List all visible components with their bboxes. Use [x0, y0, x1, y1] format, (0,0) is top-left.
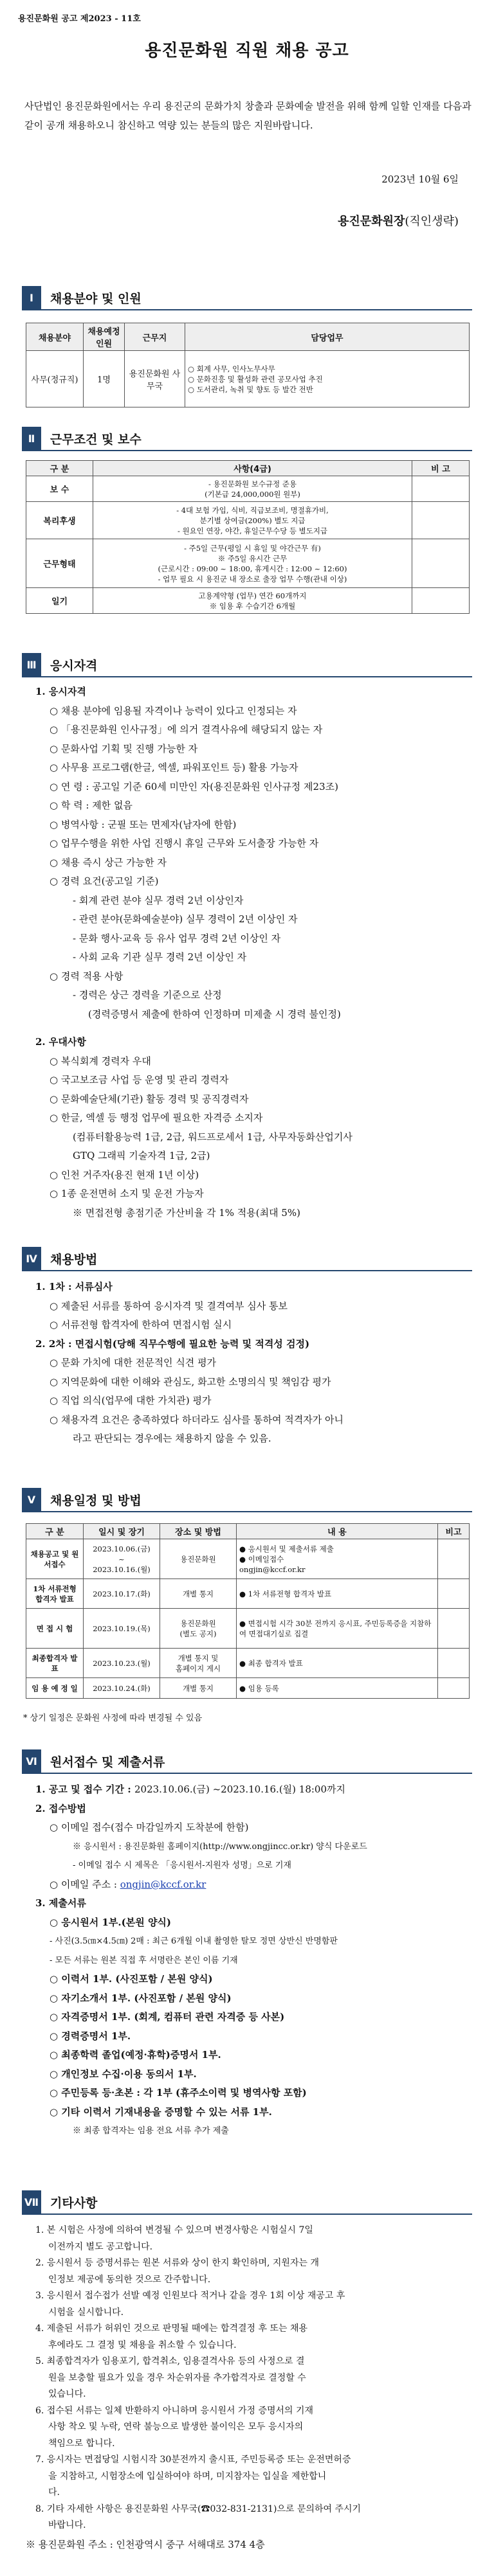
list-item: ○ 학 력 : 제한 없음 [50, 800, 133, 811]
note-line: 인정보 제공에 동의한 것으로 간주합니다. [48, 2274, 211, 2285]
schedule-label: 채용공고 및 원서접수 [26, 1539, 84, 1579]
duties-cell [185, 351, 470, 407]
section-title: 원서접수 및 제출서류 [50, 1755, 165, 1769]
field-cell: 사무(정규직) [26, 351, 84, 407]
section-title: 응시자격 [50, 658, 98, 673]
col-header: 사항(4급) [93, 461, 412, 476]
email-link[interactable]: ongjin@kccf.or.kr [120, 1878, 206, 1890]
issuer-name: 용진문화원장 [338, 215, 405, 228]
content-line: ※ 임용 후 수습기간 6개월 [209, 601, 296, 611]
list-item: ○ 사무용 프로그램(한글, 엑셀, 파워포인트 등) 활용 가능자 [50, 762, 298, 773]
col-header: 채용분야 [26, 323, 84, 351]
list-item: ※ 면접전형 총점기준 가산비율 각 1% 적용(최대 5%) [73, 1206, 301, 1219]
list-item: ○ 경력 요건(공고일 기준) [50, 875, 159, 887]
section-6-header [22, 1749, 472, 1774]
remark-cell [438, 1649, 470, 1678]
col-header: 장소 및 방법 [160, 1524, 237, 1539]
list-item: ○ 한글, 엑셀 등 행정 업무에 필요한 자격증 소지자 [50, 1112, 263, 1123]
section-title: 근무조건 및 보수 [50, 432, 142, 447]
period-value: 2023.10.06.(금) ~2023.10.16.(월) 18:00까지 [134, 1784, 345, 1795]
col-header: 담당업무 [185, 323, 470, 351]
issuer [338, 212, 459, 229]
schedule-content: ● 임용 등록 [237, 1678, 438, 1699]
list-item: ○ 경력 적용 사항 [50, 970, 124, 982]
note-line: 이전까지 별도 공고합니다. [48, 2241, 153, 2252]
list-item: 라고 판단되는 경우에는 채용하지 않을 수 있음. [73, 1433, 271, 1444]
note-line: 3. 응시원서 접수접가 선발 예정 인원보다 적거나 같을 경우 1회 이상 재공고 후 [35, 2291, 345, 2301]
remark-cell [438, 1609, 470, 1649]
application-block [35, 1780, 479, 2141]
col-header: 일시 및 장기 [84, 1524, 160, 1539]
row-label: 보 수 [26, 476, 93, 502]
notice-number: 용진문화원 공고 제2023 - 11호 [18, 14, 141, 24]
content-line: (근로시간 : 09:00 ~ 18:00, 휴게시간 : 12:00 ~ 12:60) [158, 564, 347, 573]
list-item: - 문화 행사·교육 등 유사 업무 경력 2년 이상인 자 [73, 932, 281, 944]
remark-cell [412, 476, 470, 502]
schedule-content: ● 1차 서류전형 합격자 발표 [237, 1579, 438, 1609]
list-item: ○ 직업 의식(업무에 대한 가치관) 평가 [50, 1395, 212, 1406]
list-item: ○ 채용자격 요건은 충족하였다 하더라도 심사를 통하여 적격자가 아니 [50, 1413, 343, 1426]
note-line: 시험을 실시합니다. [48, 2307, 124, 2318]
col-header: 비 고 [412, 461, 470, 476]
col-header: 구 분 [26, 461, 93, 476]
doc-item: ○ 자격증명서 1부. (회계, 컴퓨터 관련 자격증 등 사본) [50, 2011, 285, 2023]
schedule-label: 임 용 예 정 일 [26, 1678, 84, 1699]
subsection-title: 3. 제출서류 [35, 1897, 86, 1909]
subsection-title: 2. 접수방법 [35, 1802, 86, 1814]
email-label: ○ 이메일 주소 : [50, 1878, 117, 1890]
note-line: 6. 접수된 서류는 일체 반환하지 아니하며 응시원서 가정 증명서의 기재 [35, 2405, 314, 2416]
schedule-date: 2023.10.19.(목) [84, 1609, 160, 1649]
qualifications-block [35, 683, 479, 1222]
section-title: 채용방법 [50, 1252, 98, 1267]
note-line: 5. 최종합격자가 임용포기, 합격취소, 임용결격사유 등의 사정으로 결 [35, 2356, 305, 2366]
section-7-header [22, 2190, 472, 2215]
col-header: 채용예정 인원 [84, 323, 125, 351]
content-line: 분기별 상여금(200%) 별도 지급 [199, 515, 306, 525]
row-label: 복리후생 [26, 502, 93, 539]
period-line [35, 1780, 479, 1800]
schedule-table [26, 1523, 470, 1699]
content-line: ※ 주5일 유시간 근무 [217, 553, 288, 563]
section-number: Ⅴ [22, 1488, 41, 1511]
page-title: 용진문화원 직원 채용 공고 [145, 41, 349, 60]
list-item: ※ 응시원서 : 용진문화원 홈페이지(http://www.ongjincc.or.kr) 양식 다운로드 [73, 1841, 367, 1852]
list-item: ○ 국고보조금 사업 등 운영 및 관리 경력자 [50, 1074, 229, 1086]
schedule-place: 용진문화원 (별도 공지) [160, 1609, 237, 1649]
email-line [35, 1875, 479, 1895]
schedule-label: 면 접 시 험 [26, 1609, 84, 1649]
period-label: 1. 공고 및 접수 기간 : [35, 1784, 131, 1795]
list-item: - 경력은 상근 경력을 기준으로 산정 [73, 989, 222, 1001]
row-content [93, 539, 412, 588]
list-item: ○ 지역문화에 대한 이해와 관심도, 화고한 소명의식 및 책임감 평가 [50, 1375, 331, 1388]
doc-item: - 모든 서류는 원본 직접 후 서명란은 본인 이름 기재 [50, 1955, 238, 1965]
note-line: 7. 응시자는 면접당일 시험시작 30분전까지 출시표, 주민등록증 또는 운전면허증 [35, 2455, 351, 2465]
duty-line: ○ 문화진흥 및 활성화 관련 공모사업 추진 [188, 374, 323, 384]
list-item: 1. 1차 : 서류심사 [35, 1281, 113, 1292]
doc-item: ○ 이력서 1부. (사진포함 / 본원 양식) [50, 1973, 213, 1985]
doc-item: ○ 자기소개서 1부. (사진포함 / 본원 양식) [50, 1992, 232, 2004]
remark-cell [412, 539, 470, 588]
section-number: Ⅶ [22, 2190, 41, 2214]
note-line: 후에라도 그 결정 및 채용을 취소할 수 있습니다. [48, 2339, 237, 2350]
col-header: 비고 [438, 1524, 470, 1539]
col-header: 내 용 [237, 1524, 438, 1539]
intro-text: 사단법인 용진문화원에서는 우리 용진군의 문화가치 창출과 문화예술 발전을 위해 함께 일할 인재를 다음과 같이 공개 채용하오니 참신하고 역량 있는 분들의 많은 지원바랍니다. [24, 100, 471, 131]
section-number: Ⅵ [22, 1749, 41, 1773]
notes-block [35, 2223, 479, 2534]
note-line: 8. 기타 자세한 사항은 용진문화원 사무국(☎032-831-2131)으로 문의하여 주시기 [35, 2503, 361, 2514]
row-content [93, 502, 412, 539]
list-item: ○ 채용 즉시 상근 가능한 자 [50, 856, 167, 868]
remark-cell [438, 1678, 470, 1699]
note-line: 2. 응시원서 등 증명서류는 원본 서류와 상이 한지 확인하며, 지원자는 개 [35, 2258, 319, 2268]
list-item: ○ 서류전형 합격자에 한하여 면접시험 실시 [50, 1319, 232, 1330]
section-title: 채용분야 및 인원 [50, 291, 142, 306]
schedule-label: 최종합격자 발표 [26, 1649, 84, 1678]
schedule-date: 2023.10.23.(월) [84, 1649, 160, 1678]
schedule-date: 2023.10.17.(화) [84, 1579, 160, 1609]
section-title: 채용일정 및 방법 [50, 1493, 142, 1508]
list-item: ○ 제출된 서류를 통하여 응시자격 및 결격여부 심사 통보 [50, 1300, 288, 1312]
row-content [93, 476, 412, 502]
row-content [93, 588, 412, 614]
schedule-place: 개별 통지 및 홈페이지 게시 [160, 1649, 237, 1678]
list-item: GTQ 그래픽 기술자격 1급, 2급) [73, 1150, 210, 1161]
section-2-header [22, 427, 472, 451]
note-line: 사항 착오 및 누락, 연락 불능으로 발생한 불이익은 모두 응시자의 [48, 2422, 304, 2432]
section-5-header [22, 1488, 472, 1512]
list-item: - 사회 교육 기관 실무 경력 2년 이상인 자 [73, 951, 247, 963]
list-item: ○ 문화사업 기획 및 진행 가능한 자 [50, 742, 198, 755]
list-item: ○ 업무수행을 위한 사업 진행시 휴일 근무와 도서출장 가능한 자 [50, 837, 319, 849]
list-item: ○ 이메일 접수(접수 마감일까지 도착분에 한함) [50, 1821, 249, 1833]
section-number: Ⅳ [22, 1247, 41, 1270]
list-item: ○ 채용 분야에 임용될 자격이나 능력이 있다고 인정되는 자 [50, 704, 297, 717]
remark-cell [412, 502, 470, 539]
schedule-label: 1차 서류전형 합격자 발표 [26, 1579, 84, 1609]
doc-item: ○ 기타 이력서 기재내용을 증명할 수 있는 서류 1부. [50, 2106, 272, 2118]
doc-item: - 사진(3.5㎝×4.5㎝) 2매 : 최근 6개월 이내 촬영한 탈모 정면 상반신 반명함판 [50, 1936, 338, 1946]
conditions-table [26, 460, 470, 614]
section-number: Ⅲ [22, 653, 41, 676]
col-header: 근무지 [125, 323, 185, 351]
row-label: 근무형태 [26, 539, 93, 588]
content-line: (기본급 24,000,000원 원부) [205, 489, 300, 499]
note-line: 4. 제출된 서류가 허위인 것으로 판명될 때에는 합격결정 후 또는 채용 [35, 2323, 308, 2334]
list-item: ○ 병역사항 : 군필 또는 면제자(남자에 한함) [50, 818, 237, 830]
note-line: 바랍니다. [48, 2520, 86, 2530]
note-line: 원을 보충할 필요가 있을 경우 차순위자를 추가합격자로 결정할 수 [48, 2372, 306, 2383]
count-cell: 1명 [84, 351, 125, 407]
section-1-header [22, 286, 472, 310]
section-number: Ⅰ [22, 286, 41, 309]
list-item: ○ 복식회계 경력자 우대 [50, 1055, 151, 1067]
remark-cell [438, 1579, 470, 1609]
notice-date: 2023년 10월 6일 [381, 174, 459, 185]
content-line: - 용진문화원 보수규정 준용 [208, 479, 297, 488]
doc-item: ※ 최종 합격자는 임용 전요 서류 추가 제출 [73, 2126, 229, 2136]
remark-cell [412, 588, 470, 614]
list-item: ○ 「용진문화원 인사규정」에 의거 결격사유에 해당되지 않는 자 [50, 724, 323, 735]
section-title: 기타사항 [50, 2196, 98, 2210]
doc-item: ○ 경력증명서 1부. [50, 2030, 131, 2042]
schedule-place: 개별 통지 [160, 1579, 237, 1609]
doc-item: ○ 개인정보 수집·이용 동의서 1부. [50, 2068, 197, 2080]
list-item: ○ 문화예술단체(기관) 활동 경력 및 공직경력자 [50, 1093, 249, 1105]
content-line: - 주5일 근무(평일 시 휴일 및 야간근무 有) [184, 543, 321, 553]
list-item: (컴퓨터활용능력 1급, 2급, 워드프로세서 1급, 사무자동화산업기사 [73, 1131, 352, 1143]
note-line: 책임으로 합니다. [48, 2438, 115, 2449]
content-line: - 업무 필요 시 용진군 내 장소로 출장 업무 수행(관내 이상) [158, 574, 347, 584]
schedule-content: ● 면접시험 시각 30분 전까지 응시표, 주민등록증을 지참하여 면접대기실로 집결 [237, 1609, 438, 1649]
section-3-header [22, 653, 472, 677]
method-block [35, 1278, 479, 1449]
remark-cell [438, 1539, 470, 1579]
content-line: - 원요인 연장, 야간, 휴일근무수당 등 별도지급 [177, 526, 328, 535]
address-footer: ※ 용진문화원 주소 : 인천광역시 중구 서해대로 374 4층 [26, 2539, 265, 2550]
doc-item: ○ 응시원서 1부.(본원 양식) [50, 1916, 172, 1928]
content-line: - 4대 보험 가입, 식비, 직급보조비, 명절휴가비, [176, 505, 329, 515]
list-item: (경력증명서 제출에 한하여 인정하며 미제출 시 경력 불인정) [88, 1008, 341, 1020]
recruit-table [26, 323, 470, 407]
duty-line: ○ 회계 사무, 인사노무사무 [188, 364, 275, 373]
section-4-header [22, 1247, 472, 1271]
list-item: ○ 문화 가치에 대한 전문적인 식견 평가 [50, 1357, 217, 1368]
list-item: - 회계 관련 분야 실무 경력 2년 이상인자 [73, 894, 244, 906]
note-line: 있습니다. [48, 2389, 86, 2399]
doc-item: ○ 주민등록 등·초본 : 각 1부 (휴주소이력 및 병역사항 포함) [50, 2087, 307, 2098]
schedule-content: ● 응시원서 및 제출서류 제출 ● 이메일접수 ongjin@kccf.or.kr [237, 1539, 438, 1579]
note-line: 1. 본 시험은 사정에 의하여 변경될 수 있으며 변경사항은 시험실시 7일 [35, 2225, 313, 2235]
section-number: Ⅱ [22, 427, 41, 450]
schedule-place: 용진문화원 [160, 1539, 237, 1579]
note-line: 을 지참하고, 시험장소에 입실하여야 하며, 미지참자는 입실을 제한합니 [48, 2471, 327, 2482]
doc-item: ○ 최종학력 졸업(예정·휴학)증명서 1부. [50, 2049, 221, 2061]
content-line: 고용계약형 (업무) 연간 60개까지 [198, 591, 307, 600]
schedule-note: * 상기 일정은 문화원 사정에 따라 변경될 수 있음 [23, 1713, 203, 1723]
place-cell: 용진문화원 사무국 [125, 351, 185, 407]
list-item: ○ 1종 운전면허 소지 및 운전 가능자 [50, 1188, 204, 1199]
subsection-title: 1. 응시자격 [35, 686, 86, 697]
list-item: - 관련 분야(문화예술분야) 실무 경력이 2년 이상인 자 [73, 913, 298, 925]
subsection-title: 2. 우대사항 [35, 1036, 86, 1048]
list-item: ○ 연 령 : 공고일 기준 60세 미만인 자(용진문화원 인사규정 제23조) [50, 780, 338, 792]
schedule-date: 2023.10.06.(금) ~ 2023.10.16.(월) [84, 1539, 160, 1579]
schedule-content: ● 최종 합격자 발표 [237, 1649, 438, 1678]
seal-note: (직인생략) [405, 215, 459, 228]
duty-line: ○ 도서관리, 녹취 및 향토 등 발간 전반 [188, 384, 313, 394]
list-item: 2. 2차 : 면접시험(당해 직무수행에 필요한 능력 및 적격성 검정) [35, 1337, 310, 1350]
list-item: ○ 인천 거주자(용진 현재 1년 이상) [50, 1168, 199, 1181]
schedule-place: 개별 통지 [160, 1678, 237, 1699]
schedule-date: 2023.10.24.(화) [84, 1678, 160, 1699]
note-line: 다. [48, 2487, 60, 2498]
row-label: 일기 [26, 588, 93, 614]
list-item: - 이메일 접수 시 제목은 「응시원서-지원자 성명」으로 기재 [73, 1861, 291, 1870]
col-header: 구 분 [26, 1524, 84, 1539]
